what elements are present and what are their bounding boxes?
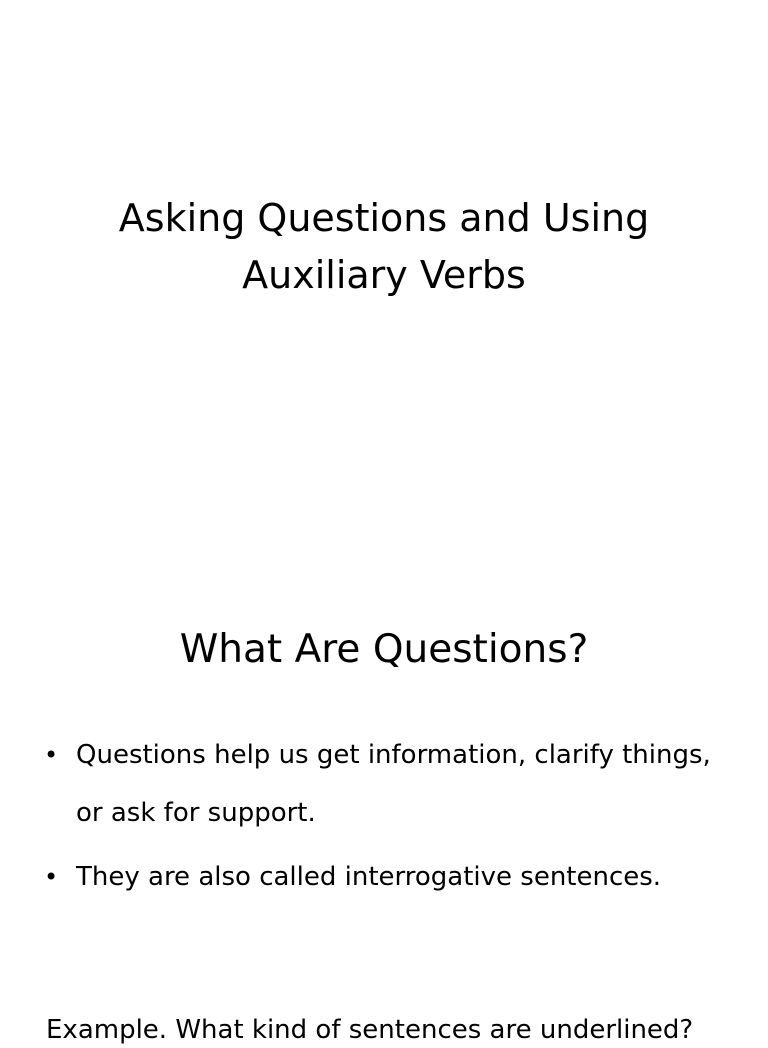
bullet-icon: •: [44, 863, 59, 891]
bullet-item: [44, 726, 734, 842]
slide-1-title: [60, 190, 708, 304]
bullet-list: [44, 726, 734, 912]
slide-1-title-line-1: Asking Questions and Using: [118, 196, 650, 240]
slide-1-title-line-2: Auxiliary Verbs: [242, 253, 526, 297]
slide-2-title: What Are Questions?: [179, 627, 589, 672]
bullet-text-line-1: Questions help us get information, clarify things,: [76, 740, 711, 770]
bullet-item: [44, 848, 734, 906]
bullet-text-line-1: They are also called interrogative sentences.: [76, 862, 662, 892]
bullet-icon: •: [44, 741, 59, 769]
example-text: Example. What kind of sentences are underlined?: [46, 1015, 694, 1045]
slide-2: [0, 576, 768, 1045]
bullet-text-line-2: or ask for support.: [76, 798, 316, 828]
